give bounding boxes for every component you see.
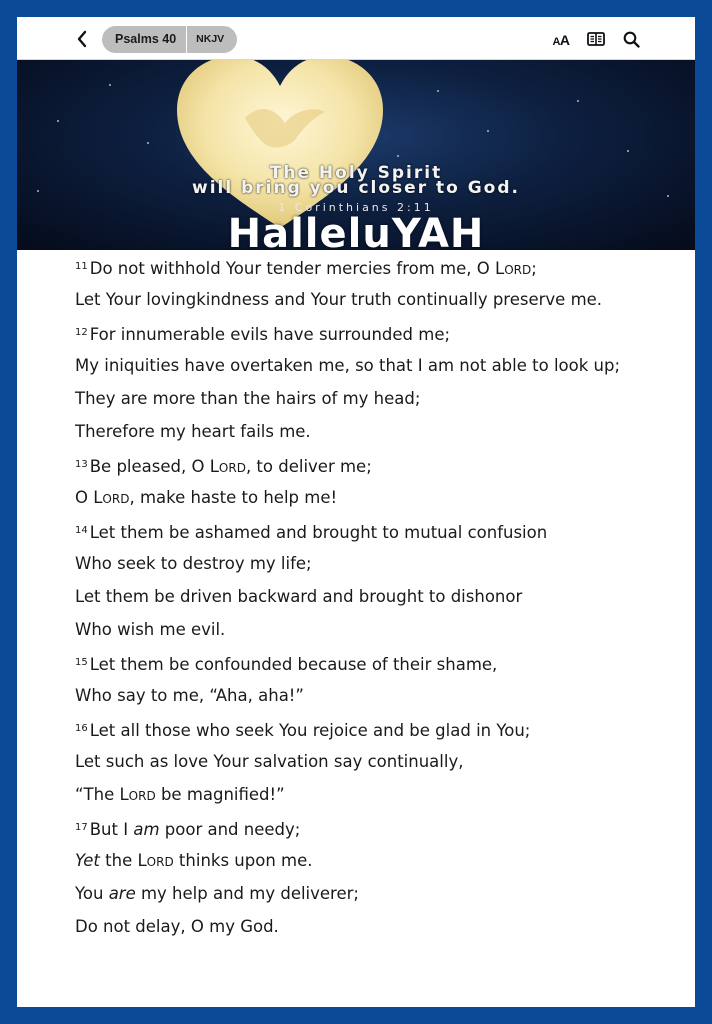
verse-text: are — [108, 884, 136, 903]
verse-text: my help and my deliverer; — [135, 884, 359, 903]
verse-number: 15 — [75, 657, 88, 668]
verse-line[interactable] — [75, 250, 675, 283]
verse-number: 14 — [75, 525, 88, 536]
verse-text: Therefore my heart fails me. — [75, 422, 311, 441]
verse-text: For innumerable evils have surrounded me; — [89, 325, 451, 344]
verse-text: Who seek to destroy my life; — [75, 554, 312, 573]
verse-text: Let them be confounded because of their shame, — [89, 655, 498, 674]
verse-line[interactable] — [75, 778, 675, 811]
verse-text: Lord — [495, 259, 532, 278]
verse-number: 12 — [75, 327, 88, 338]
verse-text: Do not delay, O my God. — [75, 917, 279, 936]
verse-text: be magnified!” — [155, 785, 285, 804]
verse-text: But I — [89, 820, 134, 839]
verse-line[interactable] — [75, 811, 675, 844]
verse-line[interactable] — [75, 580, 675, 613]
verse-text: Lord — [137, 851, 174, 870]
text-size-button[interactable] — [550, 28, 572, 50]
verse-line[interactable] — [75, 877, 675, 910]
verse-line[interactable] — [75, 349, 675, 382]
back-button[interactable] — [71, 28, 93, 50]
verse-text: Let all those who seek You rejoice and be glad in You; — [89, 721, 531, 740]
verse-line[interactable] — [75, 646, 675, 679]
verse-text: You — [75, 884, 109, 903]
book-icon — [587, 32, 605, 46]
verse-line[interactable] — [75, 679, 675, 712]
verse-text: Let such as love Your salvation say continually, — [75, 752, 464, 771]
verse-number: 16 — [75, 723, 88, 734]
verse-text: , make haste to help me! — [129, 488, 338, 507]
verse-line[interactable] — [75, 613, 675, 646]
parallel-view-button[interactable] — [585, 28, 607, 50]
verse-text: Let them be ashamed and brought to mutual confusion — [89, 523, 548, 542]
verse-text: ; — [531, 259, 537, 278]
banner-headline-1: The Holy Spirit — [269, 163, 443, 183]
text-size-icon: AA — [552, 31, 570, 48]
verse-text: the — [99, 851, 138, 870]
search-icon — [623, 31, 640, 48]
verse-text: My iniquities have overtaken me, so that I am not able to look up; — [75, 356, 621, 375]
verse-text: Do not withhold Your tender mercies from me, O — [89, 259, 495, 278]
verse-line[interactable] — [75, 415, 675, 448]
verse-text: thinks upon me. — [173, 851, 313, 870]
verse-text: Be pleased, O — [89, 457, 210, 476]
book-chapter-button[interactable]: Psalms 40 — [102, 26, 187, 53]
verse-text: “The — [75, 785, 120, 804]
scripture-text — [75, 250, 675, 943]
verse-text: O — [75, 488, 94, 507]
passage-selector — [102, 26, 237, 53]
verse-number: 13 — [75, 459, 88, 470]
verse-text: Yet — [75, 851, 100, 870]
devotional-banner-image — [17, 60, 695, 250]
verse-line[interactable] — [75, 910, 675, 943]
app-frame — [17, 17, 695, 1007]
verse-text: Let them be driven backward and brought to dishonor — [75, 587, 523, 606]
verse-text: , to deliver me; — [245, 457, 372, 476]
verse-number: 17 — [75, 822, 88, 833]
verse-line[interactable] — [75, 448, 675, 481]
verse-text: am — [133, 820, 160, 839]
verse-text: Lord — [209, 457, 246, 476]
verse-text: Lord — [119, 785, 156, 804]
verse-line[interactable] — [75, 382, 675, 415]
chevron-left-icon — [76, 30, 88, 48]
verse-line[interactable] — [75, 481, 675, 514]
verse-line[interactable] — [75, 712, 675, 745]
verse-text: poor and needy; — [159, 820, 301, 839]
verse-text: Who say to me, “Aha, aha!” — [75, 686, 304, 705]
search-button[interactable] — [620, 28, 642, 50]
verse-text: Let Your lovingkindness and Your truth continually preserve me. — [75, 290, 603, 309]
banner-reference: 1 Corinthians 2:11 — [278, 201, 434, 214]
version-button[interactable]: NKJV — [196, 33, 225, 45]
verse-line[interactable] — [75, 283, 675, 316]
verse-line[interactable] — [75, 745, 675, 778]
verse-text: They are more than the hairs of my head; — [75, 389, 421, 408]
verse-text: Who wish me evil. — [75, 620, 226, 639]
top-bar — [17, 17, 695, 60]
banner-big-text: HalleluYAH — [227, 211, 485, 250]
verse-line[interactable] — [75, 844, 675, 877]
verse-line[interactable] — [75, 514, 675, 547]
verse-number: 11 — [75, 261, 88, 272]
verse-line[interactable] — [75, 547, 675, 580]
verse-line[interactable] — [75, 316, 675, 349]
verse-text: Lord — [93, 488, 130, 507]
banner-headline-2: will bring you closer to God. — [192, 178, 520, 198]
